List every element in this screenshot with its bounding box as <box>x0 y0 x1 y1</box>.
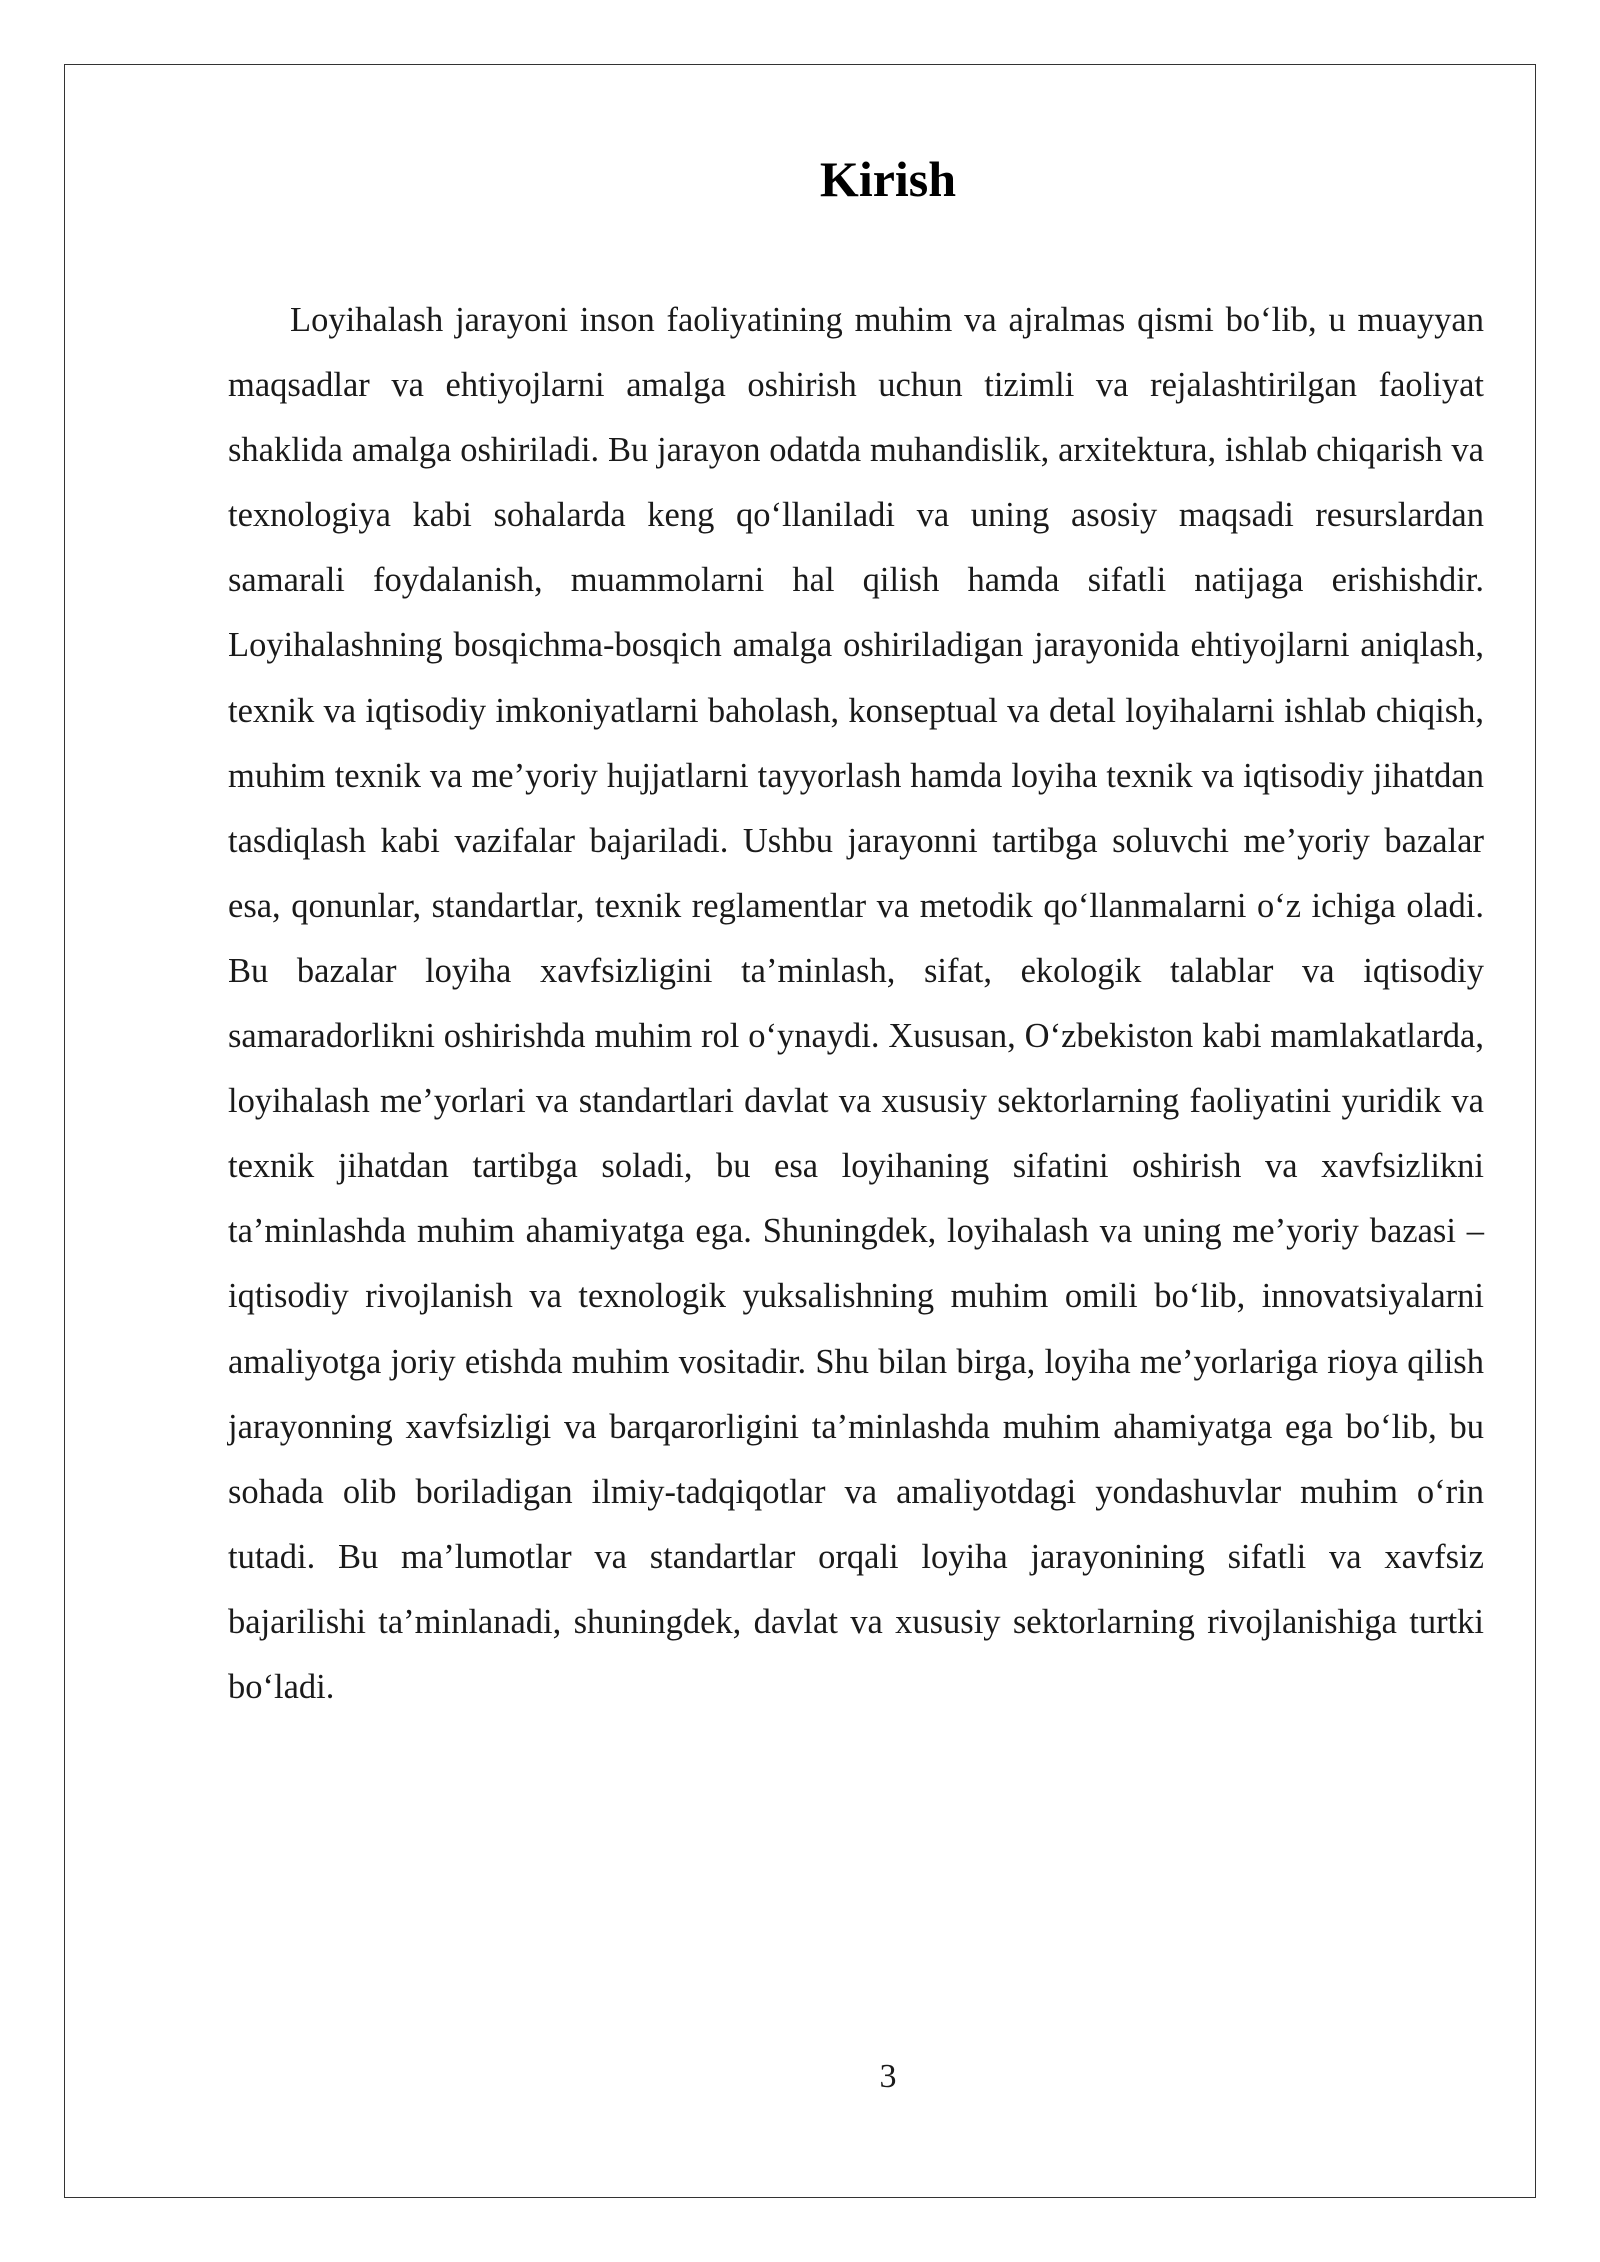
page-number: 3 <box>879 2058 897 2095</box>
body-paragraph: Loyihalash jarayoni inson faoliyatining muhim va ajralmas qismi bo‘lib, u muayyan maqsadlar va ehtiyojlarni amalga oshirish uchun tizimli va rejalashtirilgan faoliyat shaklida amalga oshiriladi. Bu jarayon odatda muhandislik, arxitektura, ishlab chiqarish va texnologiya kabi sohalarda keng qo‘llaniladi va uning asosiy maqsadi resurslardan samarali foydalanish, muammolarni hal qilish hamda sifatli natijaga erishishdir. Loyihalashning bosqichma-bosqich amalga oshiriladigan jarayonida ehtiyojlarni aniqlash, texnik va iqtisodiy imkoniyatlarni baholash, konseptual va detal loyihalarni ishlab chiqish, muhim texnik va me’yoriy hujjatlarni tayyorlash hamda loyiha texnik va iqtisodiy jihatdan tasdiqlash kabi vazifalar bajariladi. Ushbu jarayonni tartibga soluvchi me’yoriy bazalar esa, qonunlar, standartlar, texnik reglamentlar va metodik qo‘llanmalarni o‘z ichiga oladi. Bu bazalar loyiha xavfsizligini ta’minlash, sifat, ekologik talablar va iqtisodiy samaradorlikni oshirishda muhim rol o‘ynaydi. Xususan, O‘zbekiston kabi mamlakatlarda, loyihalash me’yorlari va standartlari davlat va xususiy sektorlarning faoliyatini yuridik va texnik jihatdan tartibga soladi, bu esa loyihaning sifatini oshirish va xavfsizlikni ta’minlashda muhim ahamiyatga ega. Shuningdek, loyihalash va uning me’yoriy bazasi – iqtisodiy rivojlanish va texnologik yuksalishning muhim omili bo‘lib, innovatsiyalarni amaliyotga joriy etishda muhim vositadir. Shu bilan birga, loyiha me’yorlariga rioya qilish jarayonning xavfsizligi va barqarorligini ta’minlashda muhim ahamiyatga ega bo‘lib, bu sohada olib boriladigan ilmiy-tadqiqotlar va amaliyotdagi yondashuvlar muhim o‘rin tutadi. Bu ma’lumotlar va standartlar orqali loyiha jarayonining sifatli va xavfsiz bajarilishi ta’minlanadi, shuningdek, davlat va xususiy sektorlarning rivojlanishiga turtki bo‘ladi. <box>228 301 1484 1706</box>
page-title: Kirish <box>819 151 957 207</box>
